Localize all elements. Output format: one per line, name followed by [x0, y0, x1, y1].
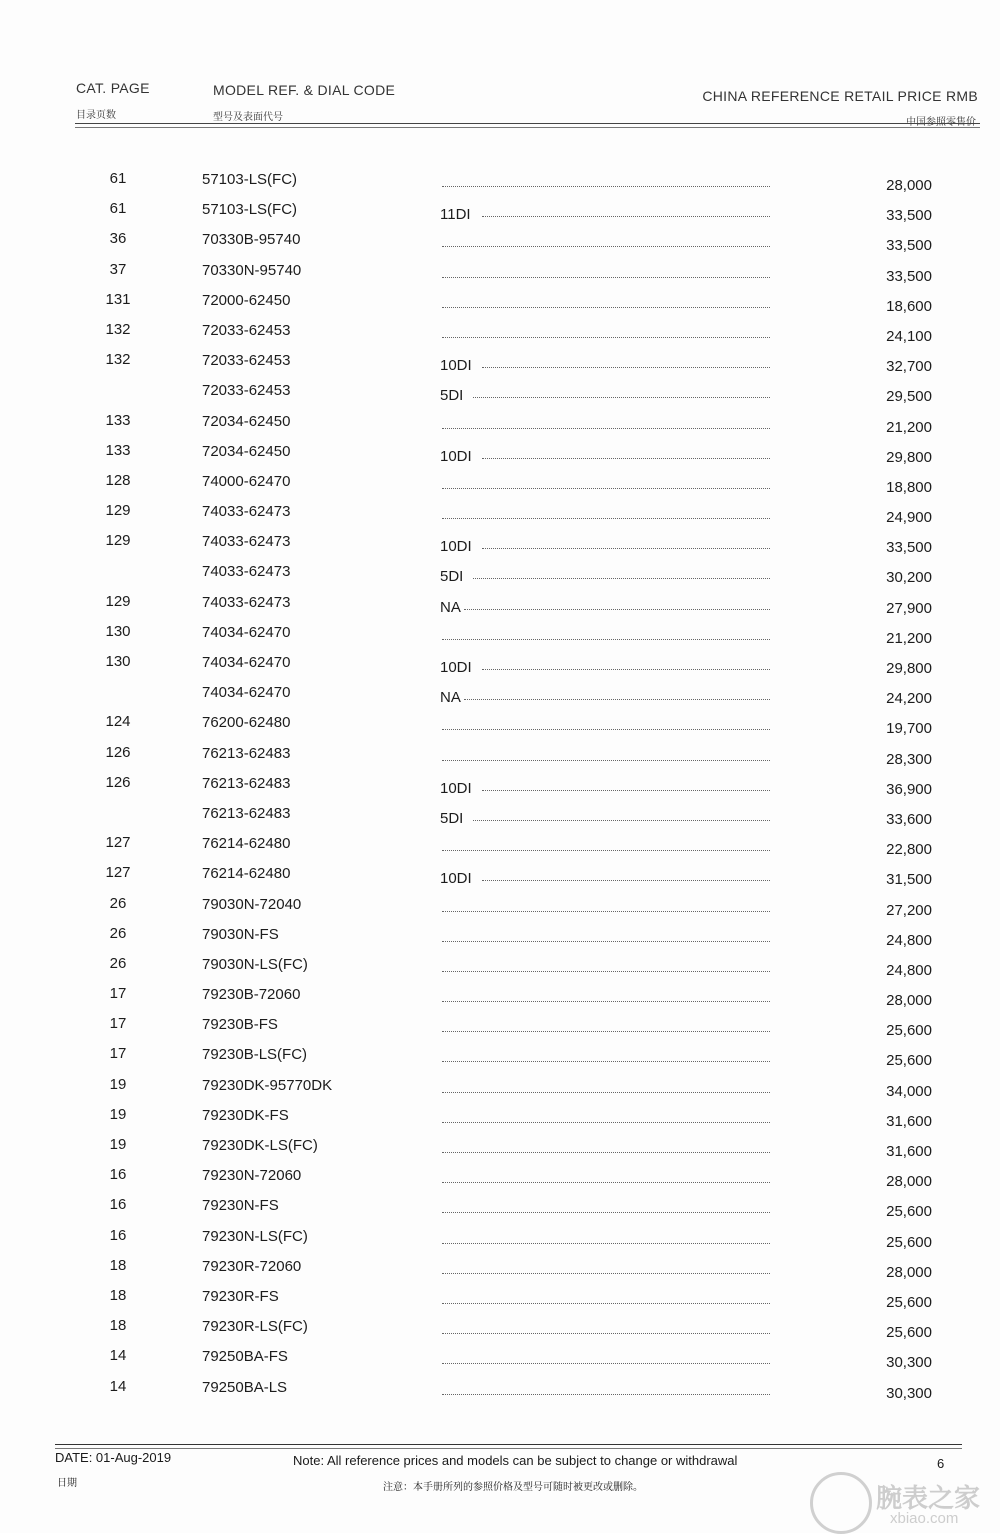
- dial-code-cell: 10DI: [440, 659, 472, 676]
- dot-leader: [473, 820, 770, 821]
- dot-leader: [482, 367, 770, 368]
- table-row: [0, 168, 1000, 198]
- table-row: [0, 1194, 1000, 1224]
- model-ref-cell: 79230N-FS: [202, 1197, 279, 1215]
- watermark-logo-icon: [810, 1472, 872, 1534]
- cat-page-cell: 128: [105, 471, 131, 489]
- model-ref-cell: 79230B-72060: [202, 986, 301, 1004]
- dot-leader: [473, 397, 770, 398]
- cat-page-cell: 26: [109, 924, 127, 942]
- cat-page-cell: 131: [105, 290, 131, 308]
- price-cell: 30,300: [886, 1354, 932, 1372]
- cat-page-cell: 16: [109, 1226, 127, 1244]
- cat-page-cell: 19: [109, 1136, 127, 1153]
- dot-leader: [442, 488, 770, 489]
- dot-leader: [482, 880, 770, 881]
- cat-page-cell: 19: [109, 1105, 127, 1123]
- dot-leader: [442, 1243, 770, 1244]
- dot-leader: [442, 1363, 770, 1364]
- model-ref-cell: 79230N-72060: [202, 1167, 302, 1185]
- footer-rule: [55, 1444, 962, 1445]
- price-cell: 33,600: [886, 810, 932, 828]
- table-row: [0, 1013, 1000, 1043]
- dot-leader: [442, 911, 770, 912]
- table-row: [0, 560, 1000, 590]
- cat-page-cell: 61: [109, 170, 127, 187]
- table-row: [0, 1074, 1000, 1104]
- price-cell: 31,600: [886, 1112, 932, 1130]
- model-ref-cell: 72033-62453: [202, 382, 291, 400]
- cat-page-cell: 127: [105, 864, 131, 882]
- model-ref-cell: 57103-LS(FC): [202, 171, 298, 188]
- price-cell: 24,900: [886, 509, 932, 527]
- price-cell: 28,000: [886, 992, 932, 1010]
- footer-note-cn: 注意：本手册所列的参照价格及型号可随时被更改或删除。: [383, 1482, 643, 1493]
- cat-page-cell: 126: [105, 773, 131, 791]
- watermark-text: 腕表之家: [876, 1483, 981, 1513]
- dot-leader: [482, 548, 770, 549]
- price-cell: 30,300: [886, 1384, 932, 1402]
- table-row: [0, 772, 1000, 802]
- model-ref-cell: 72033-62453: [202, 352, 291, 370]
- model-ref-cell: 74034-62470: [202, 684, 291, 702]
- price-header: CHINA REFERENCE RETAIL PRICE RMB: [702, 88, 978, 104]
- price-header-cn: 中国参照零售价: [906, 117, 976, 128]
- price-cell: 32,700: [886, 358, 932, 376]
- price-cell: 28,000: [886, 177, 932, 194]
- model-ref-cell: 79230B-LS(FC): [202, 1046, 308, 1064]
- model-ref-cell: 74033-62473: [202, 503, 291, 521]
- model-ref-cell: 72033-62453: [202, 321, 291, 339]
- dot-leader: [442, 307, 770, 308]
- cat-page-cell: 124: [105, 713, 131, 731]
- cat-page-cell: 37: [109, 260, 127, 278]
- table-row: [0, 923, 1000, 953]
- price-cell: 24,100: [886, 327, 932, 345]
- price-cell: 28,300: [886, 750, 932, 768]
- price-cell: 33,500: [886, 539, 932, 557]
- cat-page-cell: 129: [105, 592, 131, 610]
- model-ref-cell: 79230DK-95770DK: [202, 1076, 333, 1094]
- table-row: [0, 470, 1000, 500]
- price-cell: 31,600: [886, 1143, 932, 1160]
- watermark: [810, 1472, 1000, 1532]
- model-ref-cell: 79250BA-FS: [202, 1348, 288, 1366]
- price-cell: 31,500: [886, 871, 932, 889]
- cat-page-cell: 130: [105, 653, 131, 670]
- dot-leader: [442, 639, 770, 640]
- model-ref-cell: 79030N-FS: [202, 925, 279, 943]
- table-row: [0, 742, 1000, 772]
- cat-page-cell: 18: [109, 1286, 127, 1304]
- dot-leader: [442, 277, 770, 278]
- cat-page-cell: 19: [109, 1075, 127, 1093]
- model-ref-cell: 72000-62450: [202, 291, 291, 309]
- price-cell: 21,200: [886, 629, 932, 647]
- dot-leader: [482, 216, 770, 217]
- cat-page-cell: 126: [105, 743, 131, 761]
- model-ref-cell: 79230DK-FS: [202, 1106, 289, 1124]
- table-row: [0, 198, 1000, 228]
- footer-date: DATE: 01-Aug-2019: [55, 1450, 172, 1465]
- price-cell: 18,800: [886, 478, 932, 496]
- cat-page-header-cn: 目录页数: [76, 110, 116, 121]
- price-cell: 25,600: [886, 1324, 932, 1342]
- table-row: [0, 379, 1000, 409]
- price-cell: 25,600: [886, 1293, 932, 1311]
- price-table: [0, 168, 1000, 1406]
- footer-note: Note: All reference prices and models can be subject to change or withdrawal: [293, 1453, 738, 1468]
- table-row: [0, 983, 1000, 1013]
- table-row: [0, 1104, 1000, 1134]
- price-cell: 25,600: [886, 1052, 932, 1070]
- price-cell: 30,200: [886, 569, 932, 587]
- dot-leader: [442, 1182, 770, 1183]
- dot-leader: [442, 941, 770, 942]
- dot-leader: [442, 1061, 770, 1062]
- dot-leader: [442, 337, 770, 338]
- dot-leader: [442, 1303, 770, 1304]
- price-cell: 19,700: [886, 720, 932, 738]
- price-cell: 25,600: [886, 1022, 932, 1040]
- dot-leader: [442, 1333, 770, 1334]
- cat-page-header: CAT. PAGE: [76, 80, 150, 96]
- dot-leader: [464, 699, 770, 700]
- dial-code-cell: NA: [440, 689, 461, 707]
- table-row: [0, 802, 1000, 832]
- dot-leader: [482, 790, 770, 791]
- dot-leader: [442, 850, 770, 851]
- dot-leader: [464, 609, 770, 610]
- price-cell: 36,900: [886, 780, 932, 798]
- table-row: [0, 862, 1000, 892]
- cat-page-cell: 17: [109, 1015, 127, 1033]
- dial-code-cell: 5DI: [440, 387, 464, 405]
- dot-leader: [442, 1152, 770, 1153]
- model-ref-cell: 79030N-LS(FC): [202, 955, 308, 973]
- model-ref-cell: 79230DK-LS(FC): [202, 1137, 318, 1154]
- table-row: [0, 349, 1000, 379]
- cat-page-cell: 16: [109, 1166, 127, 1184]
- dial-code-cell: 10DI: [440, 538, 472, 556]
- cat-page-cell: 17: [109, 1045, 127, 1063]
- cat-page-cell: 26: [109, 894, 127, 912]
- model-ref-header-cn: 型号及表面代号: [213, 112, 283, 123]
- header-rule: [75, 123, 980, 124]
- model-ref-cell: 74034-62470: [202, 623, 291, 641]
- price-cell: 34,000: [886, 1082, 932, 1100]
- model-ref-cell: 79230N-LS(FC): [202, 1227, 308, 1245]
- dot-leader: [482, 669, 770, 670]
- cat-page-cell: 133: [105, 411, 131, 429]
- table-row: [0, 1315, 1000, 1345]
- dot-leader: [442, 1001, 770, 1002]
- price-cell: 28,000: [886, 1173, 932, 1191]
- table-row: [0, 1255, 1000, 1285]
- dot-leader: [442, 1212, 770, 1213]
- model-ref-cell: 74033-62473: [202, 533, 291, 551]
- dot-leader: [442, 760, 770, 761]
- model-ref-cell: 74033-62473: [202, 593, 291, 611]
- price-cell: 27,200: [886, 901, 932, 919]
- price-cell: 25,600: [886, 1233, 932, 1251]
- cat-page-cell: 129: [105, 532, 131, 550]
- table-row: [0, 530, 1000, 560]
- price-cell: 21,200: [886, 418, 932, 436]
- footer-rule-thin: [55, 1448, 962, 1449]
- dot-leader: [442, 246, 770, 247]
- dot-leader: [442, 1394, 770, 1395]
- table-row: [0, 832, 1000, 862]
- price-cell: 29,800: [886, 448, 932, 466]
- model-ref-cell: 79230R-FS: [202, 1287, 279, 1305]
- cat-page-cell: 14: [109, 1377, 127, 1395]
- cat-page-cell: 18: [109, 1256, 127, 1274]
- table-row: [0, 1285, 1000, 1315]
- dial-code-cell: 10DI: [440, 779, 472, 797]
- table-row: [0, 1134, 1000, 1164]
- cat-page-cell: 132: [105, 320, 131, 338]
- table-row: [0, 500, 1000, 530]
- cat-page-cell: 130: [105, 622, 131, 640]
- price-cell: 22,800: [886, 841, 932, 859]
- dial-code-cell: 10DI: [440, 447, 472, 465]
- dot-leader: [442, 428, 770, 429]
- footer-date-cn: 日期: [57, 1478, 77, 1489]
- dot-leader: [482, 458, 770, 459]
- dot-leader: [442, 1031, 770, 1032]
- dot-leader: [473, 578, 770, 579]
- cat-page-cell: 133: [105, 441, 131, 459]
- cat-page-cell: 18: [109, 1317, 127, 1335]
- page-number: 6: [937, 1456, 945, 1471]
- table-row: [0, 711, 1000, 741]
- model-ref-cell: 72034-62450: [202, 412, 291, 430]
- price-cell: 24,800: [886, 961, 932, 979]
- model-ref-cell: 76213-62483: [202, 804, 291, 822]
- cat-page-cell: 61: [109, 200, 127, 218]
- watermark-url: xbiao.com: [890, 1510, 959, 1527]
- dial-code-cell: 11DI: [440, 206, 471, 224]
- table-row: [0, 651, 1000, 681]
- dial-code-cell: 5DI: [440, 568, 464, 586]
- table-row: [0, 1345, 1000, 1375]
- cat-page-cell: 36: [109, 230, 127, 248]
- table-row: [0, 410, 1000, 440]
- price-cell: 24,800: [886, 931, 932, 949]
- table-row: [0, 259, 1000, 289]
- table-row: [0, 289, 1000, 319]
- model-ref-cell: 79030N-72040: [202, 895, 302, 913]
- table-row: [0, 681, 1000, 711]
- model-ref-cell: 79230R-LS(FC): [202, 1318, 308, 1336]
- model-ref-cell: 74034-62470: [202, 654, 291, 671]
- cat-page-cell: 16: [109, 1196, 127, 1214]
- model-ref-cell: 76214-62480: [202, 865, 291, 883]
- price-cell: 33,500: [886, 267, 932, 285]
- price-cell: 27,900: [886, 599, 932, 617]
- price-cell: 24,200: [886, 690, 932, 708]
- table-row: [0, 228, 1000, 258]
- cat-page-cell: 132: [105, 351, 131, 369]
- table-row: [0, 893, 1000, 923]
- model-ref-header: MODEL REF. & DIAL CODE: [213, 82, 396, 98]
- cat-page-cell: 129: [105, 502, 131, 520]
- table-row: [0, 1376, 1000, 1406]
- price-cell: 25,600: [886, 1203, 932, 1221]
- model-ref-cell: 70330N-95740: [202, 261, 302, 279]
- table-row: [0, 1043, 1000, 1073]
- dot-leader: [442, 1273, 770, 1274]
- header-rule-thin: [75, 127, 980, 128]
- dot-leader: [442, 729, 770, 730]
- price-cell: 29,500: [886, 388, 932, 406]
- dial-code-cell: NA: [440, 598, 461, 616]
- model-ref-cell: 74000-62470: [202, 472, 291, 490]
- cat-page-cell: 17: [109, 985, 127, 1003]
- price-cell: 33,500: [886, 237, 932, 255]
- dot-leader: [442, 186, 770, 187]
- dial-code-cell: 10DI: [440, 357, 472, 375]
- dial-code-cell: 5DI: [440, 809, 464, 827]
- model-ref-cell: 79230R-72060: [202, 1257, 302, 1275]
- dot-leader: [442, 1122, 770, 1123]
- price-cell: 33,500: [886, 207, 932, 225]
- model-ref-cell: 57103-LS(FC): [202, 201, 298, 219]
- table-row: [0, 953, 1000, 983]
- model-ref-cell: 72034-62450: [202, 442, 291, 460]
- table-row: [0, 621, 1000, 651]
- model-ref-cell: 74033-62473: [202, 563, 291, 581]
- table-row: [0, 319, 1000, 349]
- cat-page-cell: 127: [105, 834, 131, 852]
- dot-leader: [442, 1092, 770, 1093]
- model-ref-cell: 79230B-FS: [202, 1016, 278, 1034]
- price-cell: 29,800: [886, 660, 932, 677]
- table-row: [0, 440, 1000, 470]
- table-row: [0, 1225, 1000, 1255]
- dial-code-cell: 10DI: [440, 870, 472, 888]
- cat-page-cell: 26: [109, 954, 127, 972]
- model-ref-cell: 79250BA-LS: [202, 1378, 288, 1396]
- model-ref-cell: 70330B-95740: [202, 231, 301, 249]
- model-ref-cell: 76213-62483: [202, 774, 291, 792]
- dot-leader: [442, 518, 770, 519]
- table-row: [0, 1164, 1000, 1194]
- model-ref-cell: 76214-62480: [202, 835, 291, 853]
- table-row: [0, 591, 1000, 621]
- price-cell: 18,600: [886, 297, 932, 315]
- model-ref-cell: 76200-62480: [202, 714, 291, 732]
- price-cell: 28,000: [886, 1263, 932, 1281]
- model-ref-cell: 76213-62483: [202, 744, 291, 762]
- cat-page-cell: 14: [109, 1347, 127, 1365]
- dot-leader: [442, 971, 770, 972]
